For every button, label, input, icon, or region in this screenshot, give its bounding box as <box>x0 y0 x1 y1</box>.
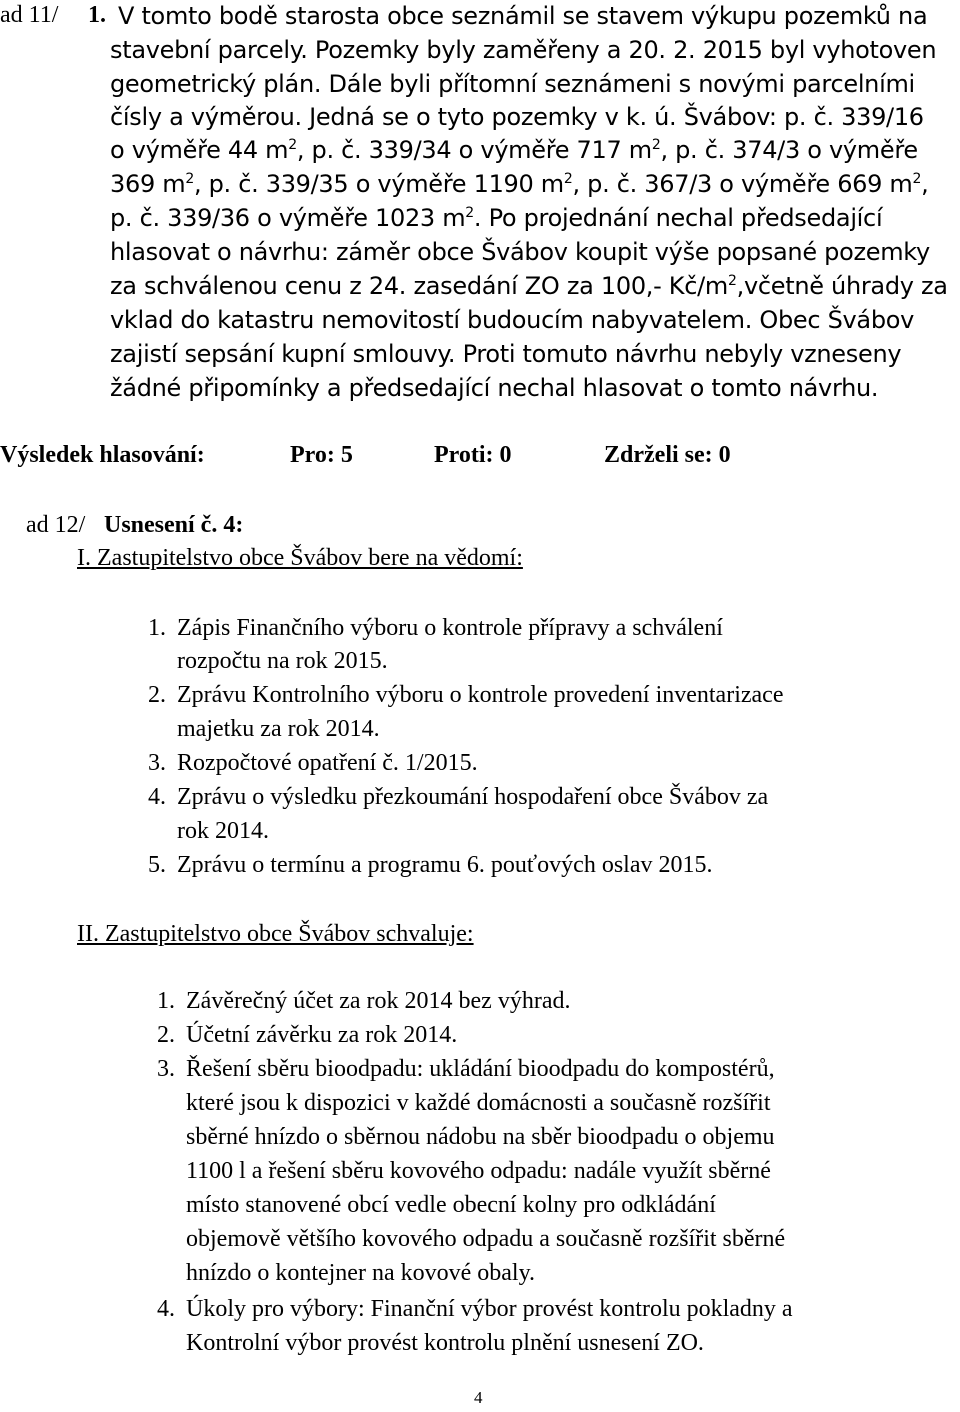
section-11-line: čísly a výměrou. Jedná se o tyto pozemky v k. ú. Švábov: p. č. 339/16 <box>110 103 924 131</box>
list2-item-line: Závěrečný účet za rok 2014 bez výhrad. <box>186 988 571 1014</box>
list2-item-line: sběrné hnízdo o sběrnou nádobu na sběr bioodpadu o objemu <box>186 1124 775 1150</box>
list1-item-line: majetku za rok 2014. <box>177 716 380 742</box>
list2-number: 1. <box>157 988 175 1014</box>
list1-item-line: rozpočtu na rok 2015. <box>177 648 388 674</box>
list2-number: 2. <box>157 1022 175 1048</box>
page-number: 4 <box>474 1388 483 1407</box>
resolution-title: Usnesení č. 4: <box>104 512 244 538</box>
list1-item-line: Zápis Finančního výboru o kontrole přípravy a schválení <box>177 615 723 641</box>
section-11-label: ad 11/ <box>0 2 59 28</box>
list1-number: 4. <box>148 784 166 810</box>
list2-item-line: které jsou k dispozici v každé domácnosti a současně rozšířit <box>186 1090 771 1116</box>
list1-item-line: Zprávu o termínu a programu 6. pouťových oslav 2015. <box>177 852 713 878</box>
list1-item-line: Rozpočtové opatření č. 1/2015. <box>177 750 478 776</box>
section-11-line: p. č. 339/36 o výměře 1023 $m^2$. Po projednání nechal předsedající <box>110 204 883 232</box>
section-11-line: vklad do katastru nemovitostí budoucím nabyvatelem. Obec Švábov <box>110 306 915 334</box>
list2-number: 3. <box>157 1056 175 1082</box>
section-11-line: geometrický plán. Dále byli přítomní seznámeni s novými parcelními <box>110 70 915 98</box>
list1-number: 5. <box>148 852 166 878</box>
list2-item-line: 1100 l a řešení sběru kovového odpadu: nadále využít sběrné <box>186 1158 771 1184</box>
heading-bere-na-vedomi: I. Zastupitelstvo obce Švábov bere na vědomí: <box>77 545 523 571</box>
section-12-label: ad 12/ <box>26 512 86 538</box>
section-11-line: 369 $m^2$, p. č. 339/35 o výměře 1190 $m^2$, p. č. 367/3 o výměře 669 $m^2$, <box>110 170 929 198</box>
section-11-line: za schválenou cenu z 24. zasedání ZO za 100,- $Kč/m^2,včetně$ úhrady za <box>110 272 948 300</box>
list1-item-line: Zprávu o výsledku přezkoumání hospodaření obce Švábov za <box>177 784 769 810</box>
list2-item-line: Kontrolní výbor provést kontrolu plnění usnesení ZO. <box>186 1330 704 1356</box>
vote-proti: Proti: 0 <box>434 442 512 468</box>
section-11-line: V tomto bodě starosta obce seznámil se stavem výkupu pozemků na <box>118 2 928 30</box>
list2-item-line: Řešení sběru bioodpadu: ukládání bioodpadu do kompostérů, <box>186 1056 775 1082</box>
vote-pro: Pro: 5 <box>290 442 353 468</box>
list1-item-line: Zprávu Kontrolního výboru o kontrole provedení inventarizace <box>177 682 784 708</box>
section-11-item-number: 1. <box>88 2 106 28</box>
list2-item-line: Účetní závěrku za rok 2014. <box>186 1022 458 1048</box>
list2-item-line: hnízdo o kontejner na kovové obaly. <box>186 1260 536 1286</box>
list2-item-line: Úkoly pro výbory: Finanční výbor provést kontrolu pokladny a <box>186 1296 793 1322</box>
list2-item-line: místo stanovené obcí vedle obecní kolny pro odkládání <box>186 1192 716 1218</box>
section-11-line: žádné připomínky a předsedající nechal hlasovat o tomto návrhu. <box>110 374 879 402</box>
list1-number: 1. <box>148 615 166 641</box>
list1-number: 3. <box>148 750 166 776</box>
section-11-line: zajistí sepsání kupní smlouvy. Proti tomuto návrhu nebyly vzneseny <box>110 340 902 368</box>
vote-result-label: Výsledek hlasování: <box>0 442 205 468</box>
section-11-line: stavební parcely. Pozemky byly zaměřeny a 20. 2. 2015 byl vyhotoven <box>110 36 937 64</box>
heading-schvaluje: II. Zastupitelstvo obce Švábov schvaluje: <box>77 921 474 947</box>
list1-item-line: rok 2014. <box>177 818 269 844</box>
list2-item-line: objemově většího kovového odpadu a současně rozšířit sběrné <box>186 1226 786 1252</box>
list1-number: 2. <box>148 682 166 708</box>
section-11-line: hlasovat o návrhu: záměr obce Švábov koupit výše popsané pozemky <box>110 238 930 266</box>
section-11-line: o výměře 44 $m^2$, p. č. 339/34 o výměře 717 $m^2$, p. č. 374/3 o výměře <box>110 136 918 164</box>
vote-zdrzeli: Zdrželi se: 0 <box>604 442 731 468</box>
list2-number: 4. <box>157 1296 175 1322</box>
